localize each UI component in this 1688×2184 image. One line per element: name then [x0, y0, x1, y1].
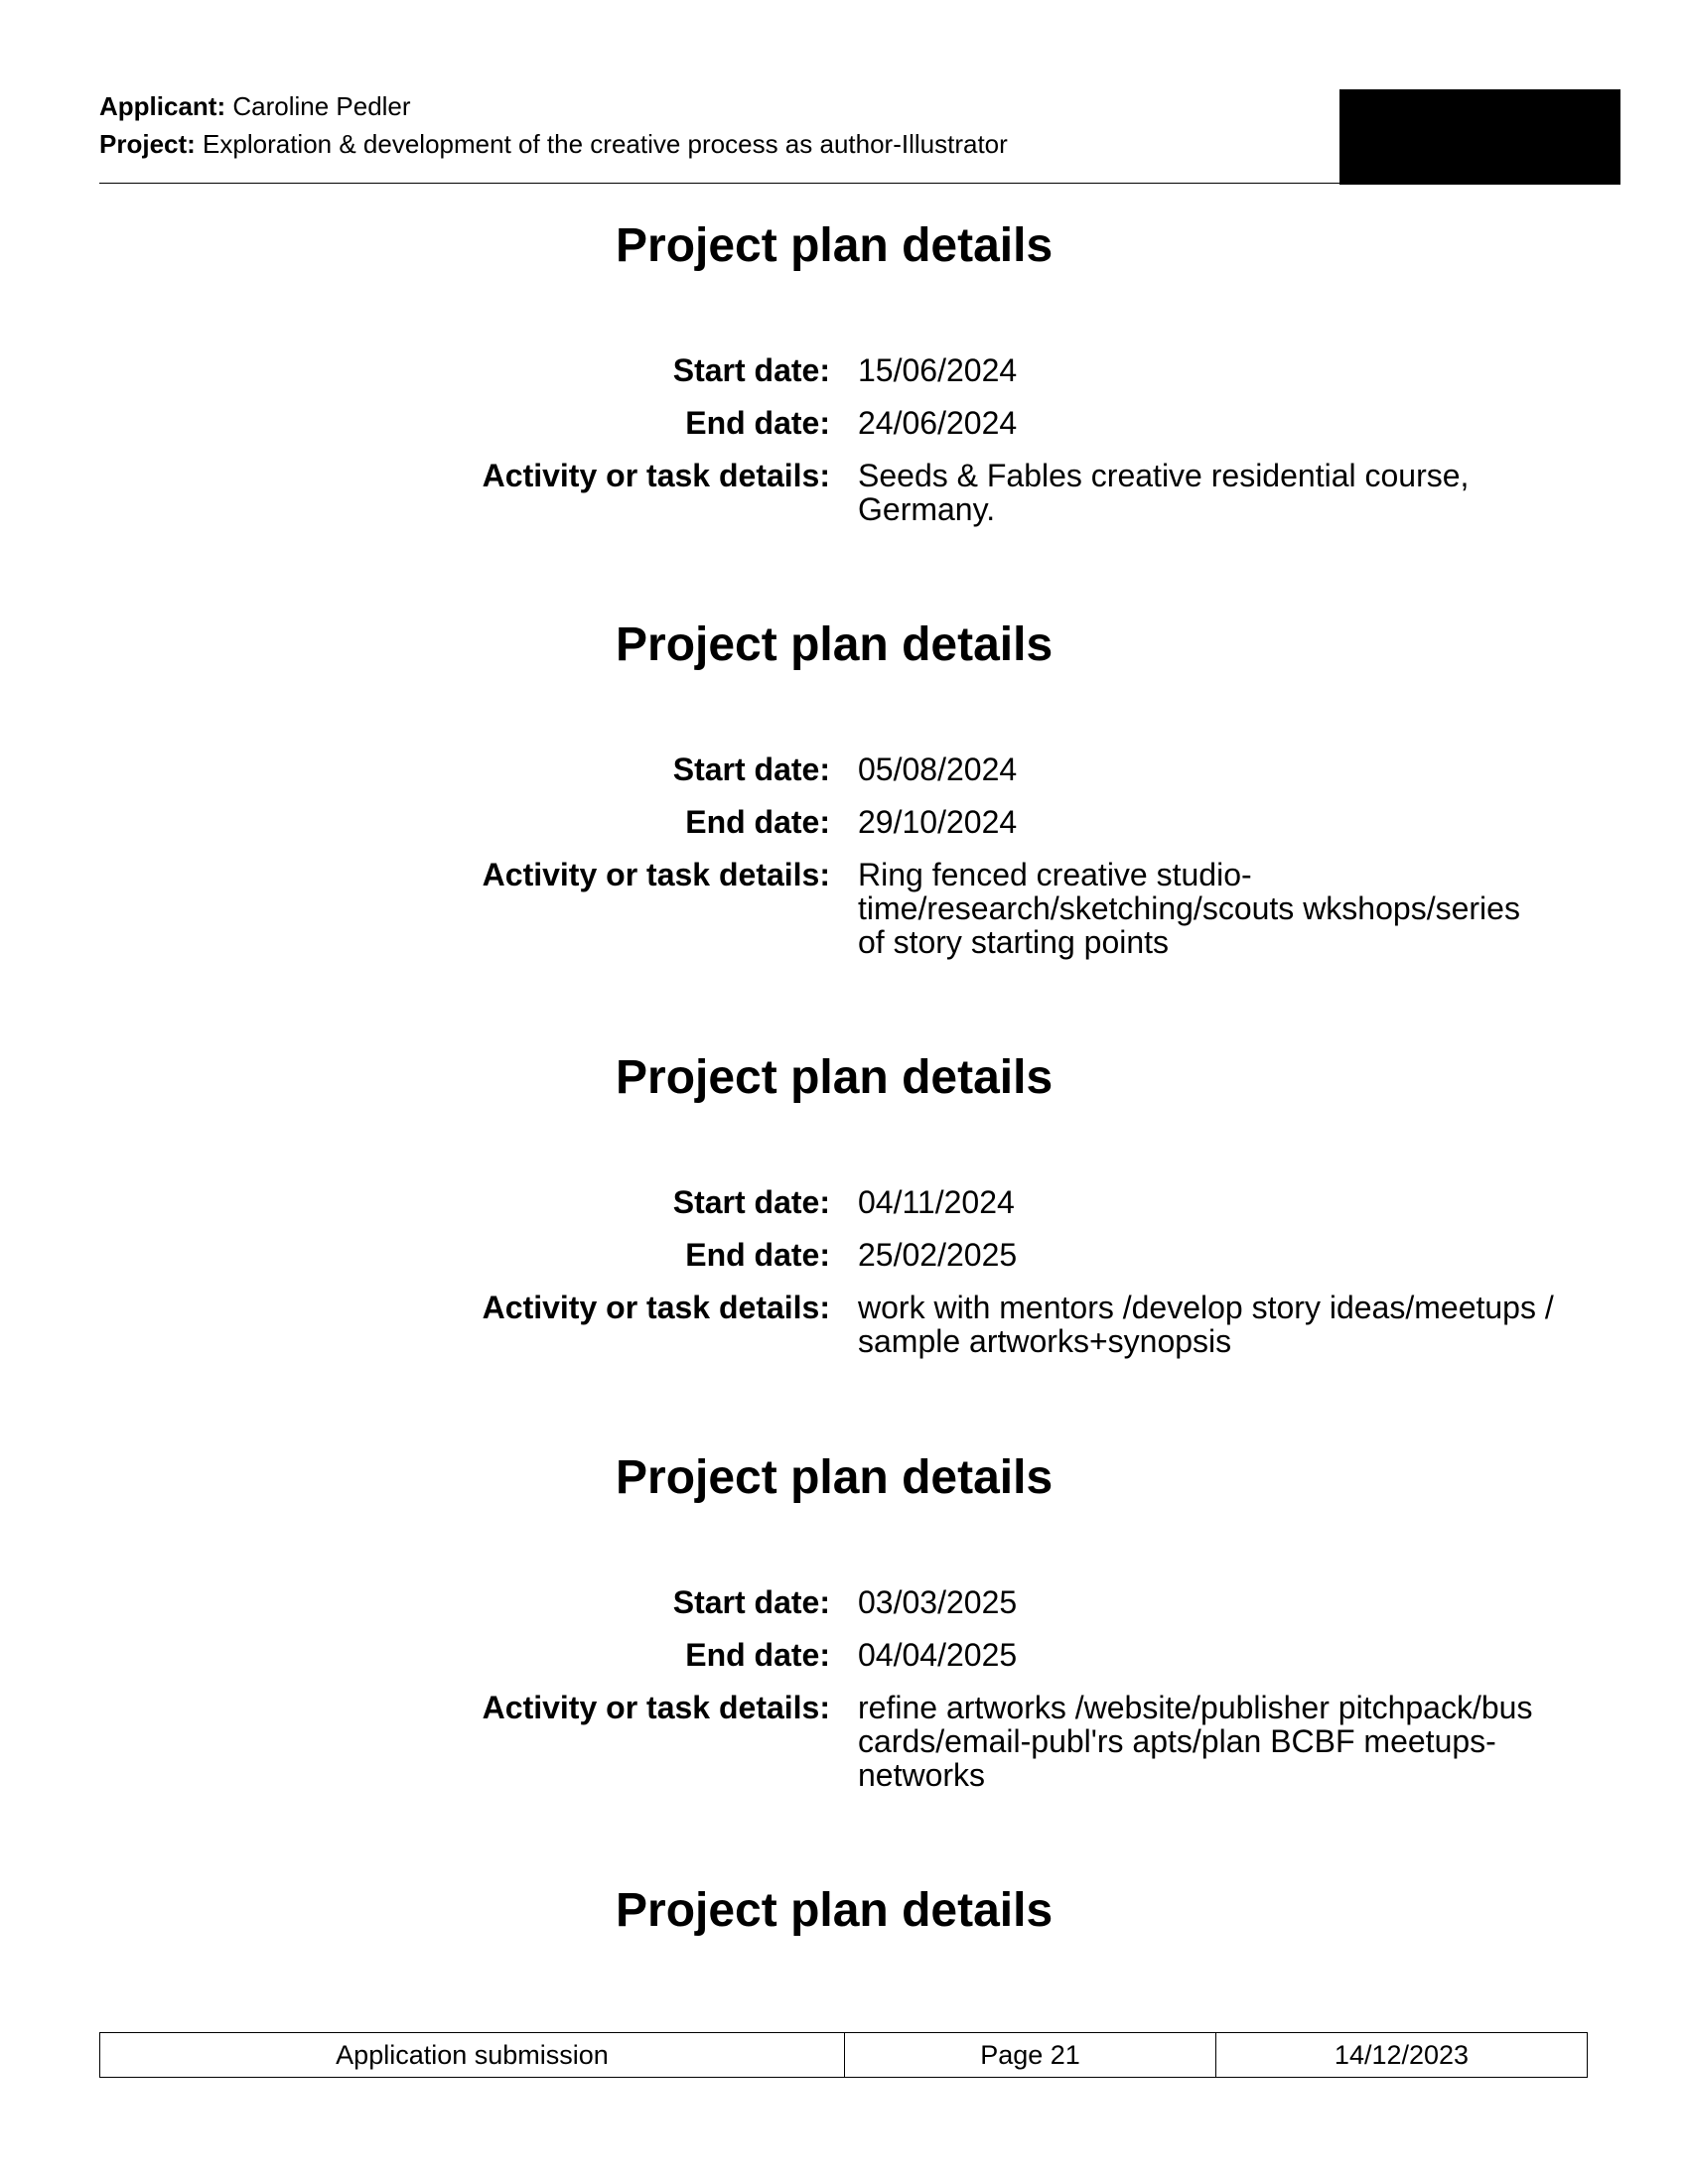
end-date-label: End date:	[685, 804, 830, 840]
start-date-label: Start date:	[672, 751, 830, 787]
activity-label: Activity or task details:	[482, 458, 830, 493]
activity-label: Activity or task details:	[482, 857, 830, 892]
start-date-value: 04/11/2024	[858, 1184, 1015, 1220]
activity-value: work with mentors /develop story ideas/meetups / sample artworks+synopsis	[858, 1290, 1554, 1359]
start-date-value: 15/06/2024	[858, 352, 1018, 388]
page-header	[99, 87, 1615, 183]
end-date-value: 24/06/2024	[858, 405, 1018, 441]
end-date-label: End date:	[685, 405, 830, 441]
footer-page-number: Page 21	[845, 2033, 1216, 2077]
activity-label: Activity or task details:	[482, 1690, 830, 1725]
section-title: Project plan details	[616, 1451, 1054, 1504]
end-date-value: 25/02/2025	[858, 1237, 1018, 1273]
header-divider	[99, 183, 1340, 184]
end-date-value: 04/04/2025	[858, 1637, 1018, 1673]
page-footer	[99, 2032, 1588, 2078]
section-title: Project plan details	[616, 219, 1054, 272]
activity-value: Ring fenced creative studio- time/research/sketching/scouts wkshops/series of story starting points	[858, 857, 1520, 960]
start-date-label: Start date:	[672, 1184, 830, 1220]
applicant-label: Applicant:	[99, 91, 226, 121]
activity-label: Activity or task details:	[482, 1290, 830, 1325]
start-date-label: Start date:	[672, 352, 830, 388]
section-title: Project plan details	[616, 618, 1054, 671]
end-date-label: End date:	[685, 1237, 830, 1273]
start-date-label: Start date:	[672, 1584, 830, 1620]
end-date-value: 29/10/2024	[858, 804, 1018, 840]
start-date-value: 03/03/2025	[858, 1584, 1018, 1620]
footer-date: 14/12/2023	[1334, 2039, 1470, 2070]
applicant-name: Caroline Pedler	[232, 91, 411, 121]
section-title: Project plan details	[616, 1051, 1054, 1104]
activity-value: refine artworks /website/publisher pitchpack/bus cards/email-publ'rs apts/plan BCBF meetups- networks	[858, 1690, 1533, 1793]
footer-document-type: Application submission	[100, 2033, 845, 2077]
end-date-label: End date:	[685, 1637, 830, 1673]
project-name: Exploration & development of the creative process as author-Illustrator	[203, 129, 1008, 159]
section-title: Project plan details	[616, 1884, 1054, 1937]
start-date-value: 05/08/2024	[858, 751, 1018, 787]
activity-value: Seeds & Fables creative residential course, Germany.	[858, 458, 1470, 527]
redaction-box	[1339, 89, 1620, 185]
project-label: Project:	[99, 129, 196, 159]
